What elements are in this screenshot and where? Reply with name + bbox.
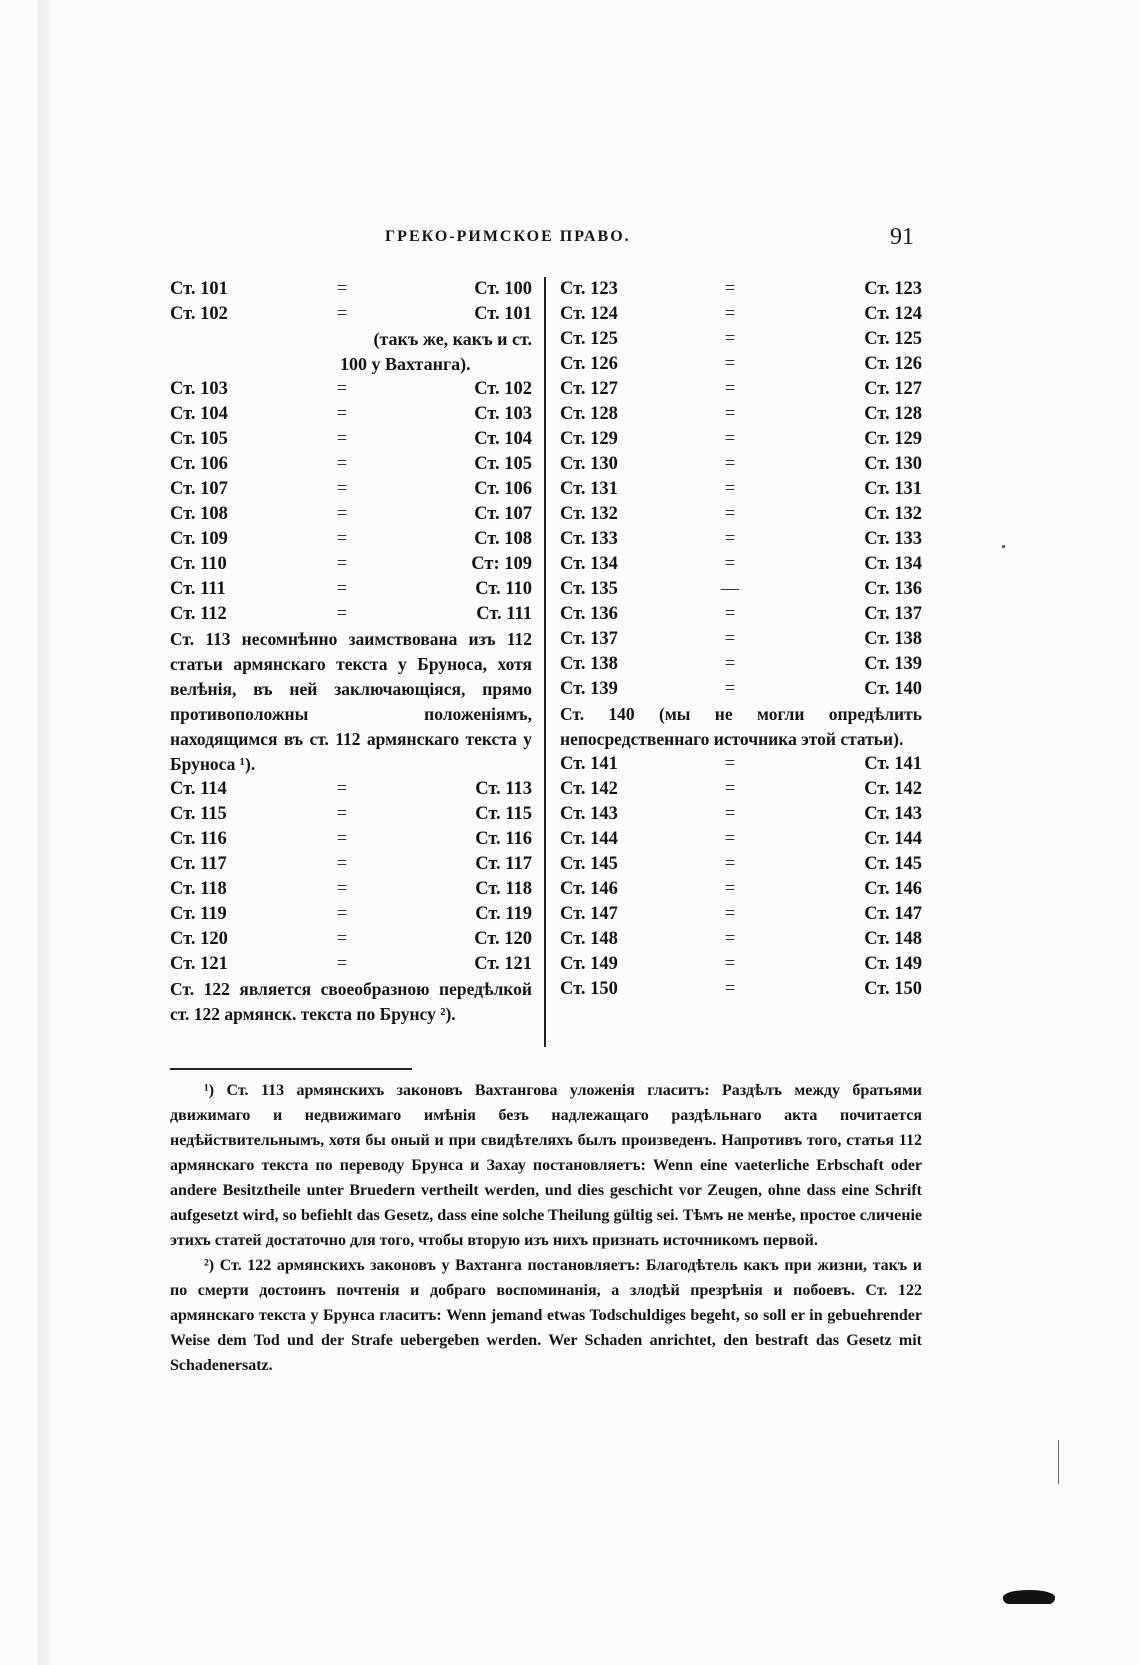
article-row [170,502,532,527]
equals-sign: = [724,479,736,499]
article-target: Ст. 141 [864,754,922,774]
equals-sign: = [336,604,348,624]
article-row [560,352,922,377]
speck [1058,1440,1059,1484]
right-column [560,277,922,1002]
article-row [560,452,922,477]
article-source: Ст. 118 [170,879,227,899]
article-target: Ст. 104 [474,429,532,449]
equals-sign: = [724,379,736,399]
equals-sign: = [724,429,736,449]
article-row [560,777,922,802]
article-target: Ст. 123 [864,279,922,299]
equals-sign: = [724,279,736,299]
equals-sign: = [336,454,348,474]
article-target: Ст. 136 [864,579,922,599]
equals-sign: = [724,829,736,849]
article-source: Ст. 137 [560,629,618,649]
article-target: Ст. 145 [864,854,922,874]
article-row [560,677,922,702]
article-row [170,852,532,877]
article-row [560,752,922,777]
article-target: Ст. 106 [474,479,532,499]
article-row [170,877,532,902]
article-row [560,377,922,402]
equals-sign: = [724,404,736,424]
equals-sign: = [724,979,736,999]
article-target: Ст. 108 [474,529,532,549]
article-target: Ст. 142 [864,779,922,799]
article-source: Ст. 117 [170,854,227,874]
article-row [170,427,532,452]
article-source: Ст. 136 [560,604,618,624]
article-source: Ст. 128 [560,404,618,424]
footnote-2: ²) Ст. 122 армянскихъ законовъ у Вахтанга постановляетъ: Благодѣтель какъ при жизни, такъ и по смерти достоинъ почтенія и добраго воспоминанія, а злодѣй презрѣнія и побоевъ. Ст. 122 армянскаго текста у Брунса гласитъ: Wenn jemand etwas Todschuldiges begeht, so soll er in gebuehrender Weise dem Tod und der Strafe uebergeben werden. Wer Schaden anrichtet, den bestraft das Gesetz mit Schadenersatz. [170,1257,922,1374]
article-target: Ст. 121 [474,954,532,974]
equals-sign: = [336,554,348,574]
speck [1002,545,1005,548]
equals-sign: = [724,304,736,324]
column-divider [544,277,546,1047]
article-target: Ст. 110 [475,579,532,599]
article-target: Ст. 148 [864,929,922,949]
article-source: Ст. 126 [560,354,618,374]
equals-sign: = [724,629,736,649]
article-target: Ст: 109 [471,554,532,574]
note-article-140: Ст. 140 (мы не могли опредѣлить непосредственнаго источника этой статьи). [560,704,922,749]
article-row [560,527,922,552]
equals-sign: = [336,429,348,449]
note-article-122: Ст. 122 является своеобразною передѣлкой ст. 122 армянск. текста по Брунсу ²). [170,979,532,1024]
equals-sign: = [336,804,348,824]
article-target: Ст. 137 [864,604,922,624]
article-target: Ст. 120 [474,929,532,949]
article-target: Ст. 118 [475,879,532,899]
article-row [560,927,922,952]
article-target: Ст. 103 [474,404,532,424]
article-row [560,602,922,627]
article-source: Ст. 109 [170,529,228,549]
article-source: Ст. 106 [170,454,228,474]
article-source: Ст. 131 [560,479,618,499]
equals-sign: = [336,304,348,324]
equals-sign: = [724,504,736,524]
article-source: Ст. 114 [170,779,227,799]
article-source: Ст. 149 [560,954,618,974]
article-target: Ст. 146 [864,879,922,899]
article-target: Ст. 143 [864,804,922,824]
article-target: Ст. 124 [864,304,922,324]
equals-sign: = [336,829,348,849]
article-target: Ст. 131 [864,479,922,499]
sub-note-text: 100 у Вахтанга). [340,354,471,374]
article-target: Ст. 128 [864,404,922,424]
equals-sign: = [724,779,736,799]
equals-sign: = [336,504,348,524]
article-row [560,327,922,352]
article-source: Ст. 135 [560,579,618,599]
equals-sign: = [336,929,348,949]
running-title: ГРЕКО-РИМСКОЕ ПРАВО. [385,228,631,245]
article-row [560,652,922,677]
equals-sign: = [336,904,348,924]
article-target: Ст. 111 [476,604,532,624]
article-target: Ст. 101 [474,304,532,324]
article-target: Ст. 139 [864,654,922,674]
article-source: Ст. 115 [170,804,227,824]
article-row [560,502,922,527]
article-source: Ст. 110 [170,554,227,574]
equals-sign: = [724,954,736,974]
article-target: Ст. 147 [864,904,922,924]
equals-sign: = [724,554,736,574]
article-source: Ст. 148 [560,929,618,949]
article-row [170,277,532,302]
article-source: Ст. 119 [170,904,227,924]
article-row [560,902,922,927]
article-source: Ст. 129 [560,429,618,449]
article-source: Ст. 132 [560,504,618,524]
article-target: Ст. 102 [474,379,532,399]
equals-sign: = [724,529,736,549]
article-target: Ст. 125 [864,329,922,349]
article-source: Ст. 141 [560,754,618,774]
article-row [170,827,532,852]
article-row [170,477,532,502]
article-target: Ст. 105 [474,454,532,474]
article-source: Ст. 105 [170,429,228,449]
equals-sign: = [336,779,348,799]
article-source: Ст. 102 [170,304,228,324]
article-row [170,802,532,827]
article-source: Ст. 116 [170,829,227,849]
sub-note-line [170,352,532,377]
article-row [170,402,532,427]
article-target: Ст. 130 [864,454,922,474]
article-source: Ст. 120 [170,929,228,949]
article-target: Ст. 115 [475,804,532,824]
article-row [560,952,922,977]
article-source: Ст. 142 [560,779,618,799]
article-row [560,302,922,327]
equals-sign: = [724,754,736,774]
article-row [170,552,532,577]
article-source: Ст. 130 [560,454,618,474]
equals-sign: = [336,879,348,899]
article-target: Ст. 150 [864,979,922,999]
article-row [170,577,532,602]
article-row [560,877,922,902]
article-target: Ст. 127 [864,379,922,399]
article-target: Ст. 117 [475,854,532,874]
article-source: Ст. 108 [170,504,228,524]
article-row [170,902,532,927]
page-number: 91 [890,224,914,250]
article-row [560,402,922,427]
sub-note-text: (такъ же, какъ и ст. [373,329,532,349]
footnote-1: ¹) Ст. 113 армянскихъ законовъ Вахтангова уложенія гласитъ: Раздѣлъ между братьями движимаго и недвижимаго имѣнія безъ надлежащаго раздѣльнаго акта почитается недѣйствительнымъ, хотя бы оный и при свидѣтеляхъ былъ произведенъ. Напротивъ того, статья 112 армянскаго текста по переводу Брунса и Захау постановляетъ: Wenn eine vaeterliche Erbschaft oder andere Besitztheile unter Bruedern vertheilt werden, und dies geschicht vor Zeugen, ohne dass eine Schrift aufgesetzt wird, so befiehlt das Gesetz, dass eine solche Theilung gültig sei. Тѣмъ не менѣе, простое сличеніе этихъ статей достаточно для того, чтобы вторую изъ нихъ признать источникомъ первой. [170,1082,922,1249]
article-row [560,577,922,602]
footnotes [170,1078,922,1378]
equals-sign: = [724,354,736,374]
article-target: Ст. 116 [475,829,532,849]
article-source: Ст. 104 [170,404,228,424]
article-row [170,602,532,627]
article-target: Ст. 149 [864,954,922,974]
article-source: Ст. 121 [170,954,228,974]
equals-sign: = [724,654,736,674]
article-target: Ст. 129 [864,429,922,449]
article-row [170,527,532,552]
article-target: Ст. 133 [864,529,922,549]
article-row [560,827,922,852]
article-source: Ст. 125 [560,329,618,349]
article-row [170,302,532,327]
article-source: Ст. 124 [560,304,618,324]
equals-sign: = [336,529,348,549]
article-source: Ст. 101 [170,279,228,299]
article-row [170,927,532,952]
article-row [560,552,922,577]
page-gutter-shadow [38,0,52,1665]
page-header [385,224,945,254]
article-source: Ст. 111 [170,579,226,599]
article-row [560,477,922,502]
article-row [560,852,922,877]
article-source: Ст. 112 [170,604,227,624]
article-target: Ст. 107 [474,504,532,524]
equals-sign: = [336,854,348,874]
article-source: Ст. 144 [560,829,618,849]
article-row [560,802,922,827]
article-source: Ст. 133 [560,529,618,549]
article-row [560,427,922,452]
article-target: Ст. 132 [864,504,922,524]
equals-sign: = [724,329,736,349]
article-target: Ст. 100 [474,279,532,299]
equals-sign: = [336,479,348,499]
article-row [170,377,532,402]
article-target: Ст. 134 [864,554,922,574]
article-source: Ст. 145 [560,854,618,874]
equals-sign: = [724,454,736,474]
article-source: Ст. 139 [560,679,618,699]
article-target: Ст. 113 [475,779,532,799]
equals-sign: = [336,954,348,974]
article-target: Ст. 144 [864,829,922,849]
equals-sign: = [724,929,736,949]
equals-sign: = [336,379,348,399]
article-row [560,277,922,302]
note-article-113: Ст. 113 несомнѣнно заимствована изъ 112 статьи армянскаго текста у Бруноса, хотя велѣнія, въ ней заключающіяся, прямо противоположны положеніямъ, находящимся въ ст. 112 армянскаго текста у Бруноса ¹). [170,629,532,774]
article-source: Ст. 107 [170,479,228,499]
equals-sign: = [336,279,348,299]
equals-sign: = [724,804,736,824]
equals-sign: = [336,579,348,599]
article-target: Ст. 126 [864,354,922,374]
article-source: Ст. 138 [560,654,618,674]
article-source: Ст. 127 [560,379,618,399]
equals-sign: = [724,879,736,899]
article-row [170,952,532,977]
article-target: Ст. 119 [475,904,532,924]
ink-blot [1003,1590,1055,1604]
article-source: Ст. 147 [560,904,618,924]
article-source: Ст. 143 [560,804,618,824]
equals-sign: = [724,679,736,699]
article-target: Ст. 138 [864,629,922,649]
article-source: Ст. 103 [170,379,228,399]
equals-sign: = [724,604,736,624]
article-row [170,452,532,477]
left-column [170,277,532,1027]
article-source: Ст. 146 [560,879,618,899]
equals-sign: = [336,404,348,424]
article-target: Ст. 140 [864,679,922,699]
article-source: Ст. 150 [560,979,618,999]
equals-sign: = [724,854,736,874]
sub-note-line [170,327,532,352]
equals-sign: — [720,579,740,599]
article-source: Ст. 123 [560,279,618,299]
footnote-rule [170,1068,412,1070]
article-row [560,627,922,652]
equals-sign: = [724,904,736,924]
article-row [170,777,532,802]
article-source: Ст. 134 [560,554,618,574]
article-row [560,977,922,1002]
